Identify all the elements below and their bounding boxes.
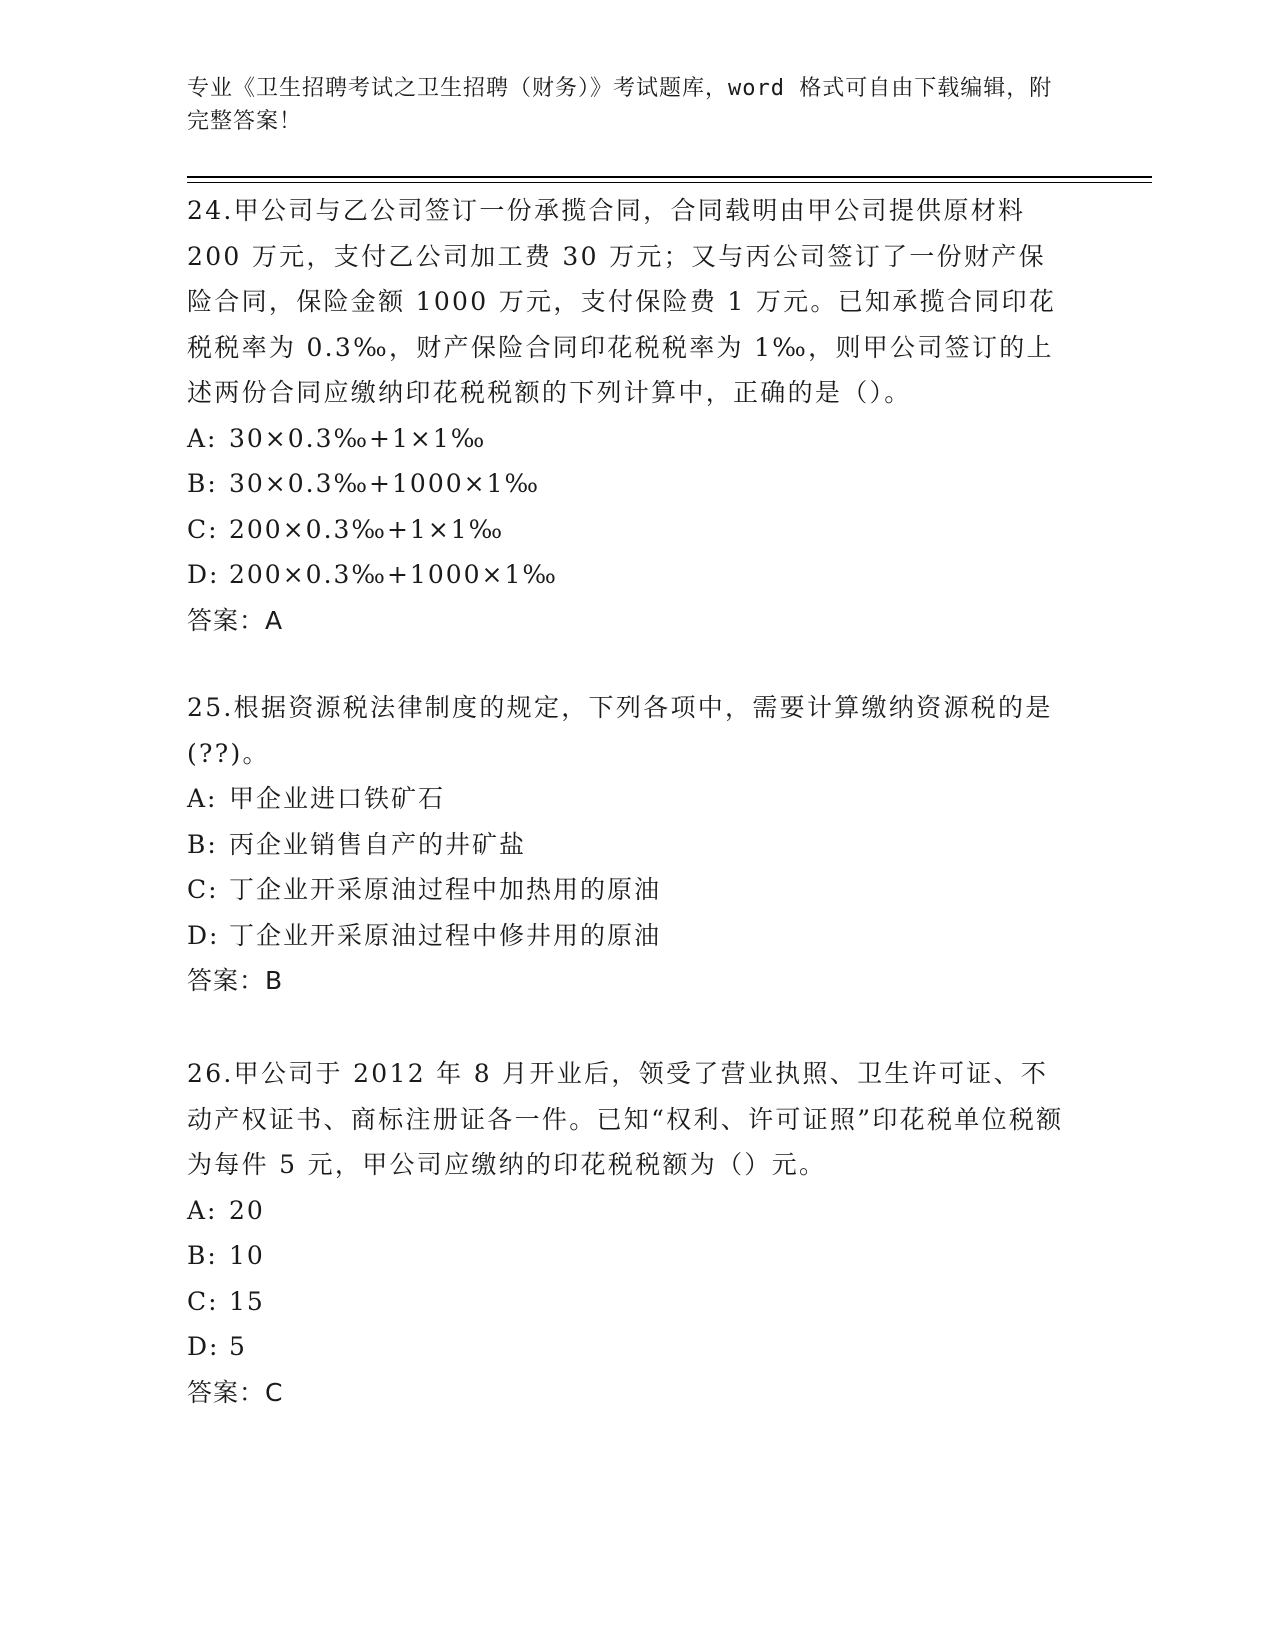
option-d (187, 1324, 1067, 1370)
option-key: B: (187, 469, 218, 498)
option-text: 200×0.3‰+1×1‰ (229, 514, 505, 544)
option-key: C: (187, 875, 219, 904)
header-divider-thick (187, 176, 1152, 178)
option-c (187, 867, 1067, 913)
answer-line: 答案：B (187, 966, 284, 995)
option-text: 10 (229, 1241, 265, 1270)
option-c (187, 1279, 1067, 1325)
question-stem: 26.甲公司于 2012 年 8 月开业后，领受了营业执照、卫生许可证、不动产权证书、商标注册证各一件。已知“权利、许可证照”印花税单位税额为每件 5 元，甲公司应缴纳的印花税税额为（）元。 (187, 1059, 1064, 1179)
option-text: 丙企业销售自产的井矿盐 (229, 829, 527, 859)
option-d (187, 552, 1067, 598)
option-key: C: (187, 1286, 219, 1316)
answer-line: 答案：A (187, 605, 284, 635)
option-text: 丁企业开采原油过程中加热用的原油 (229, 875, 662, 904)
option-text: 5 (229, 1332, 247, 1361)
option-a (187, 1188, 1067, 1234)
header-divider-thin (187, 182, 1152, 183)
option-a (187, 776, 1067, 822)
option-text: 15 (229, 1286, 265, 1316)
option-key: C: (187, 514, 219, 544)
option-text: 20 (229, 1195, 265, 1225)
question-25 (187, 685, 1067, 1004)
option-b (187, 822, 1067, 868)
option-b (187, 1233, 1067, 1279)
option-c (187, 507, 1067, 553)
option-text: 30×0.3‰+1×1‰ (229, 423, 487, 453)
option-key: A: (187, 784, 218, 813)
option-key: A: (187, 1195, 218, 1225)
question-24 (187, 188, 1067, 643)
option-key: B: (187, 1241, 218, 1270)
option-key: A: (187, 423, 218, 453)
option-key: D: (187, 920, 220, 950)
option-key: B: (187, 829, 218, 859)
option-text: 丁企业开采原油过程中修井用的原油 (229, 920, 662, 950)
question-26 (187, 1051, 1067, 1415)
option-a (187, 416, 1067, 462)
option-text: 甲企业进口铁矿石 (229, 784, 446, 813)
option-b (187, 461, 1067, 507)
option-key: D: (187, 1332, 220, 1361)
option-key: D: (187, 560, 220, 589)
document-header: 专业《卫生招聘考试之卫生招聘（财务）》考试题库，word 格式可自由下载编辑，附完整答案！ (187, 76, 1053, 134)
option-d (187, 913, 1067, 959)
option-text: 200×0.3‰+1000×1‰ (229, 560, 558, 589)
option-text: 30×0.3‰+1000×1‰ (229, 469, 541, 498)
question-stem: 24.甲公司与乙公司签订一份承揽合同，合同载明由甲公司提供原材料200 万元，支付乙公司加工费 30 万元；又与丙公司签订了一份财产保险合同，保险金额 1000 万元，支付保险费 1 万元。已知承揽合同印花税税率为 0.3‰，财产保险合同印花税税率为 1‰，则甲公司签订的上述两份合同应缴纳印花税税额的下列计算中，正确的是（）。 (187, 196, 1057, 407)
answer-line: 答案：C (187, 1377, 284, 1407)
question-stem: 25.根据资源税法律制度的规定，下列各项中，需要计算缴纳资源税的是(??)。 (187, 693, 1053, 768)
